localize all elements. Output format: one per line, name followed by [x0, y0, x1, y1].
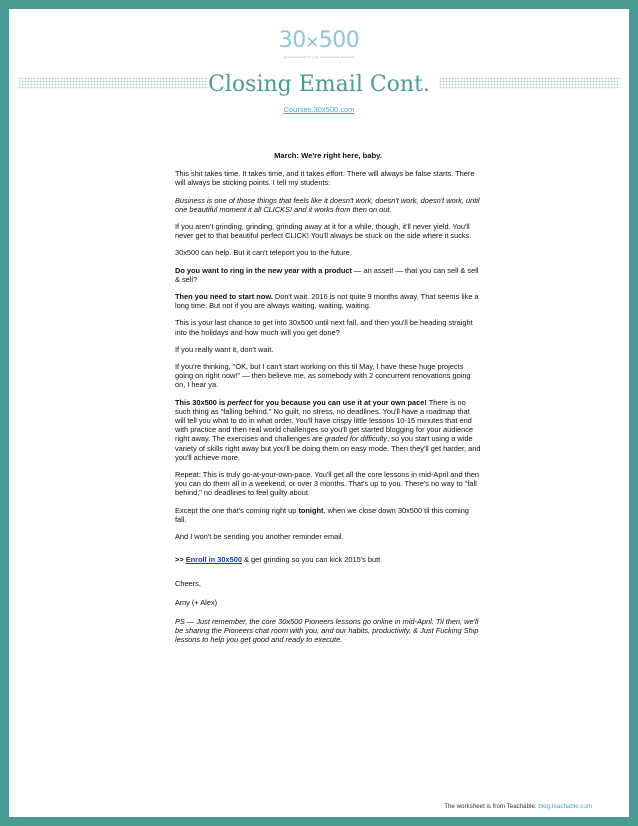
footer-source-link[interactable]: blog.teachable.com: [538, 803, 592, 810]
logo-part-b: 500: [318, 28, 360, 53]
title-row: [18, 73, 620, 99]
email-body: [175, 151, 481, 653]
courses-link[interactable]: Courses.30x500.com: [283, 105, 355, 114]
email-text: — an asset! — that you can sell & sell & sell?: [175, 265, 479, 284]
email-text: Don't wait. 2016 is not quite 9 months away. That seems like a long time. But not if you are always waiting, waiting, waiting.: [175, 292, 479, 311]
email-paragraph: Repeat: This is truly go-at-your-own-pace. You'll get all the core lessons in mid-April and then you can do them all in a weekend, or over 3 months. That's up to you. There's no way to "fall behind," no deadlines to feel guilty about.: [175, 470, 480, 498]
email-text: Except the one that's coming right up: [175, 505, 299, 515]
enroll-link[interactable]: Enroll in 30x500: [185, 555, 242, 565]
email-text: This 30x500 is: [175, 397, 228, 407]
footer-text: The worksheet is from Teachable:: [444, 803, 539, 810]
logo-wordmark: [9, 29, 629, 54]
email-signoff: Cheers,: [175, 578, 201, 588]
email-italic-text: PS — Just remember, the core 30x500 Pioneers lessons go online in mid-April. Til then, we'll be sharing the Pioneers chat room with you, and our habits, productivity, & Just Fucking Ship lessons to help you get good and ready to execute.: [175, 616, 479, 645]
email-text: There is no such thing as "falling behind." No guilt, no stress, no deadlines. You'll have a roadmap that will tell you what to do in what order. You'll have crispy little lessons 10-15 minutes that end with practice and then real world challenges so you'll get started blogging for your audience right away. The exercises and challenges are: [175, 397, 474, 444]
email-italic-text: graded for difficulty: [324, 434, 388, 444]
email-paragraph: 30x500 can help. But it can't teleport you to the future.: [175, 248, 352, 258]
email-paragraph: This shit takes time. It takes time, and it takes effort. There will always be false starts. There will always be sticking points. I tell my students:: [175, 169, 475, 188]
email-paragraph: If you're thinking, "OK, but I can't start working on this til May, I have these huge projects going on right now!" — then believe me, as somebody with 2 concurrent renovations going on, I hear ya.: [175, 362, 471, 390]
email-paragraph: This is your last chance to get into 30x500 until next fall, and then you'll be heading straight into the holidays and how much will you get done?: [175, 318, 473, 337]
email-paragraph: And I won't be sending you another reminder email.: [175, 532, 344, 542]
email-bold-text: tonight: [298, 505, 324, 515]
email-subject: March: We're right here, baby.: [274, 151, 382, 160]
email-paragraph: [175, 506, 481, 524]
email-bold-text: Do you want to ring in the new year with a product: [175, 265, 352, 275]
email-text: , when we close down 30x500 til this coming fall.: [175, 505, 469, 524]
email-paragraph: [175, 266, 481, 284]
email-ps: [175, 617, 481, 645]
email-paragraph: [175, 292, 481, 310]
email-paragraph: [175, 398, 481, 462]
email-text: for you because you can use it at your own pace!: [251, 397, 427, 407]
page-title: Closing Email Cont.: [208, 72, 430, 97]
dotted-rule-right: [439, 77, 620, 89]
footer-credit: [444, 803, 592, 810]
email-italic-text: perfect: [227, 397, 252, 407]
email-paragraph-italic: [175, 196, 481, 214]
email-text: & get grinding so you can kick 2015's butt: [241, 555, 381, 565]
cta-arrow: >>: [175, 555, 186, 565]
email-signature: Amy (+ Alex): [175, 597, 218, 607]
email-italic-text: Business is one of those things that feels like it doesn't work, doesn't work, doesn't work, until one beautiful moment it all CLICKS! and it works from then on out.: [175, 195, 480, 214]
email-paragraph: If you really want it, don't wait.: [175, 344, 274, 354]
email-paragraph: If you aren't grinding, grinding, grinding away at it for a while, though, it'll never yield. You'll never get to that beautiful perfect CLICK! You'll always be stuck on the side where it sucks.: [175, 222, 472, 241]
email-bold-text: Then you need to start now.: [175, 292, 273, 302]
logo-part-x: ×: [305, 32, 319, 51]
logo-tagline: apprenticeship for your web/software business: [283, 55, 355, 59]
email-text: , so you start using a wide variety of skills right away but you'll be doing them on easy mode. Then they'll get harder, and you'll achieve more.: [175, 434, 481, 462]
logo: [9, 29, 629, 59]
email-bold-text: [175, 398, 427, 407]
logo-part-a: 30: [278, 28, 306, 53]
email-cta: [175, 555, 481, 564]
